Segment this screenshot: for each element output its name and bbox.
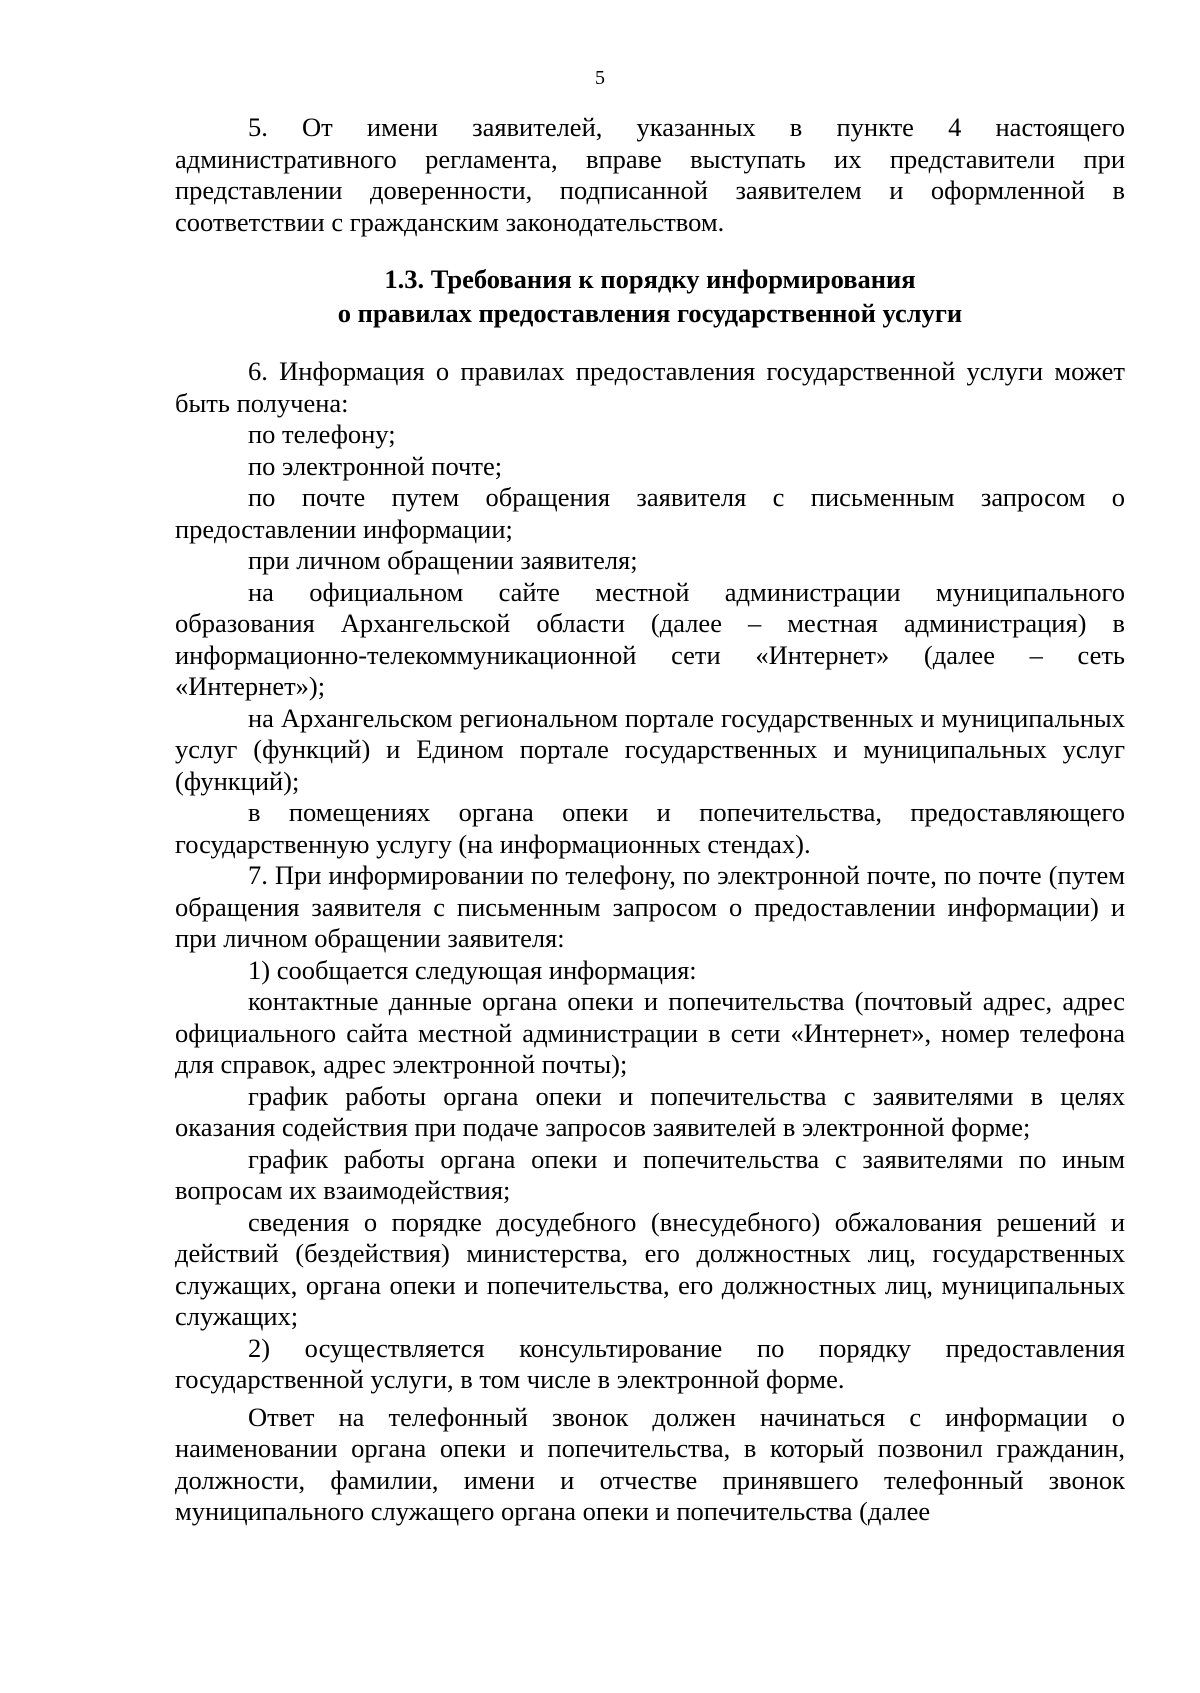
section-heading [175,262,1125,330]
list-item-personal: при личном обращении заявителя; [248,545,638,575]
list-item-portal: на Архангельском региональном портале государственных и муниципальных услуг (функций) и Едином портале государственных и муниципальных услуг (функций); [175,702,1125,796]
paragraph-item-6: 6. Информация о правилах предоставления государственной услуги может быть получена: [175,356,1125,418]
paragraph-item-7: 7. При информировании по телефону, по электронной почте, по почте (путем обращения заявителя с письменным запросом о предоставлении информации) и при личном обращении заявителя: [175,860,1125,953]
subitem-1: 1) сообщается следующая информация: [248,954,697,985]
phone-answer-paragraph: Ответ на телефонный звонок должен начинаться с информации о наименовании органа опеки и попечительства, в который позвонил гражданин, должности, фамилии, имени и отчестве принявшего телефонный звонок муниципального служащего органа опеки и попечительства (далее [175,1401,1125,1526]
document-body [175,112,1125,1528]
page-number: 5 [595,67,605,89]
info-contacts: контактные данные органа опеки и попечительства (почтовый адрес, адрес официального сайта местной администрации в сети «Интернет», номер телефона для справок, адрес электронной почты); [175,986,1125,1079]
paragraph-item-5: 5. От имени заявителей, указанных в пункте 4 настоящего административного регламента, вправе выступать их представители при представлении доверенности, подписанной заявителем и оформленной в соответствии с гражданским законодательством. [175,112,1125,237]
section-heading-line-1: 1.3. Требования к порядку информирования [384,264,916,294]
list-item-post: по почте путем обращения заявителя с письменным запросом о предоставлении информации; [175,482,1125,544]
info-appeal: сведения о порядке досудебного (внесудебного) обжалования решений и действий (бездействия) министерства, его должностных лиц, государственных служащих, органа опеки и попечительства, его должностных лиц, муниципальных служащих; [175,1206,1125,1331]
list-item-premises: в помещениях органа опеки и попечительства, предоставляющего государственную услугу (на информационных стендах). [175,797,1125,859]
list-item-email: по электронной почте; [248,450,503,481]
info-schedule-other: график работы органа опеки и попечительства с заявителями по иным вопросам их взаимодействия; [175,1143,1125,1205]
list-item-website: на официальном сайте местной администрации муниципального образования Архангельской области (далее – местная администрация) в информационно-телекоммуникационной сети «Интернет» (далее – сеть «Интернет»); [175,576,1125,701]
section-heading-line-2: о правилах предоставления государственной услуги [337,298,963,328]
subitem-2: 2) осуществляется консультирование по порядку предоставления государственной услуги, в том числе в электронной форме. [175,1332,1125,1394]
list-item-phone: по телефону; [248,419,396,449]
info-schedule-electronic: график работы органа опеки и попечительства с заявителями в целях оказания содействия при подаче запросов заявителей в электронной форме; [175,1080,1125,1142]
